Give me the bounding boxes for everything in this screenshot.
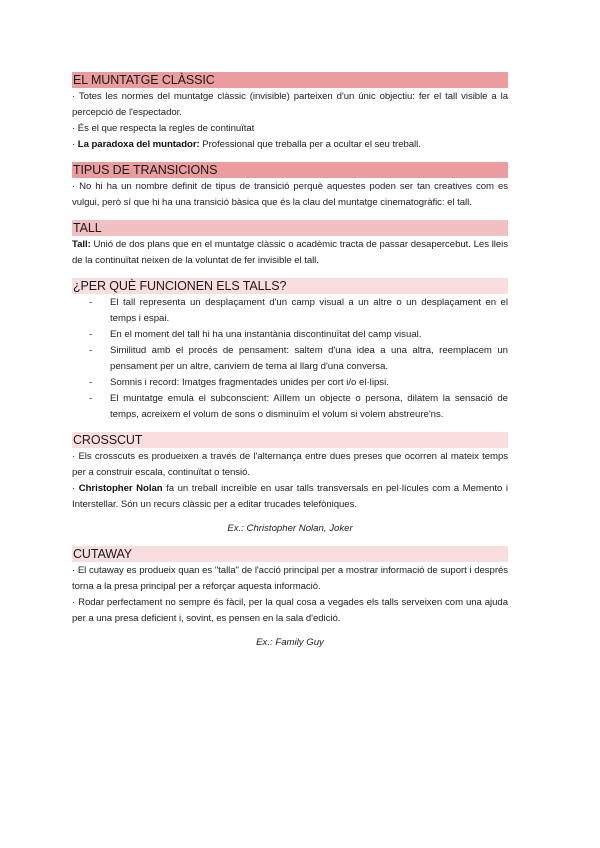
list-item (72, 391, 508, 423)
section-cutaway (72, 546, 508, 651)
paragraph: · Els crosscuts es produeixen a través de l'alternança entre dues preses que ocorren al mateix temps per a construir escala, continuïtat o tensió. (72, 451, 508, 478)
list-item (72, 295, 508, 327)
bullet-dash: - (89, 329, 93, 340)
bullet-dash: - (89, 345, 93, 356)
bullet-dash: - (89, 377, 93, 388)
paragraph-prefix: · (72, 139, 78, 150)
paragraph: · Rodar perfectament no sempre és fàcil, per la qual cosa a vegades els talls serveixen com una ajuda per a una presa deficient i, sovint, es pensen en la sala d'edició. (72, 597, 508, 624)
list-item (72, 375, 508, 391)
section-heading: CUTAWAY (72, 546, 508, 562)
bullet-list (72, 295, 508, 423)
section-heading: EL MUNTATGE CLÀSSIC (72, 72, 508, 88)
section-heading: CROSSCUT (72, 432, 508, 448)
section-crosscut (72, 432, 508, 537)
paragraph-text: Professional que treballa per a ocultar el seu treball. (199, 139, 421, 150)
paragraph (72, 481, 508, 513)
paragraph (72, 137, 508, 153)
section-heading: ¿PER QUÈ FUNCIONEN ELS TALLS? (72, 278, 508, 294)
bullet-dash: - (89, 297, 93, 308)
paragraph: · No hi ha un nombre definit de tipus de transició perquè aquestes poden ser tan creatives com es vulgui, però sí que hi ha una transició bàsica que és la clau del muntatge cinematogràfic: el tall. (72, 181, 508, 208)
list-item-text: El tall representa un desplaçament d'un camp visual a un altre o un desplaçament en el temps i espai. (110, 297, 508, 324)
list-item-text: Somnis i record: Imatges fragmentades unides per cort i/o el·lipsi. (110, 377, 389, 388)
paragraph: · Totes les normes del muntatge clàssic (invisible) parteixen d'un únic objectiu: fer el tall visible a la percepció de l'espectador. (72, 91, 508, 118)
list-item-text: El muntatge emula el subconscient: Aïllem un objecte o persona, dilatem la sensació de temps, acreixem el volum de sons o disminuïm el volum si volem abstreure'ns. (110, 393, 508, 420)
bold-term: La paradoxa del muntador: (77, 139, 200, 150)
document-page (72, 72, 508, 660)
section-tipus-transicions (72, 162, 508, 211)
section-muntatge-classic (72, 72, 508, 153)
example-caption: Ex.: Christopher Nolan, Joker (227, 523, 353, 534)
paragraph: · És el que respecta la regles de continuïtat (72, 123, 255, 134)
bold-term: Christopher Nolan (78, 483, 163, 494)
paragraph (72, 237, 508, 269)
section-per-que-funcionen (72, 278, 508, 423)
list-item-text: En el moment del tall hi ha una instantània discontinuïtat del camp visual. (110, 329, 422, 340)
bold-term: Tall: (72, 239, 91, 250)
list-item (72, 327, 508, 343)
section-tall (72, 220, 508, 269)
list-item-text: Similitud amb el procés de pensament: saltem d'una idea a una altra, reemplacem un pensament per un altre, canviem de tema al llarg d'una conversa. (110, 345, 508, 372)
list-item (72, 343, 508, 375)
section-heading: TIPUS DE TRANSICIONS (72, 162, 508, 178)
example-caption: Ex.: Family Guy (256, 637, 324, 648)
paragraph-prefix: · (72, 483, 79, 494)
paragraph-text: fa un treball increïble en usar talls transversals en pel·lícules com a Memento i Interstellar. Són un recurs clàssic per a editar trucades telefòniques. (72, 483, 508, 510)
paragraph: · El cutaway es produeix quan es "talla" de l'acció principal per a mostrar informació de suport i després torna a la presa principal per a reforçar aquesta informació. (72, 565, 508, 592)
section-heading: TALL (72, 220, 508, 236)
bullet-dash: - (89, 393, 93, 404)
paragraph-text: Unió de dos plans que en el muntatge clàssic o acadèmic tracta de passar desapercebut. Les lleis de la continuïtat neixen de la voluntat de fer invisible el tall. (72, 239, 508, 266)
